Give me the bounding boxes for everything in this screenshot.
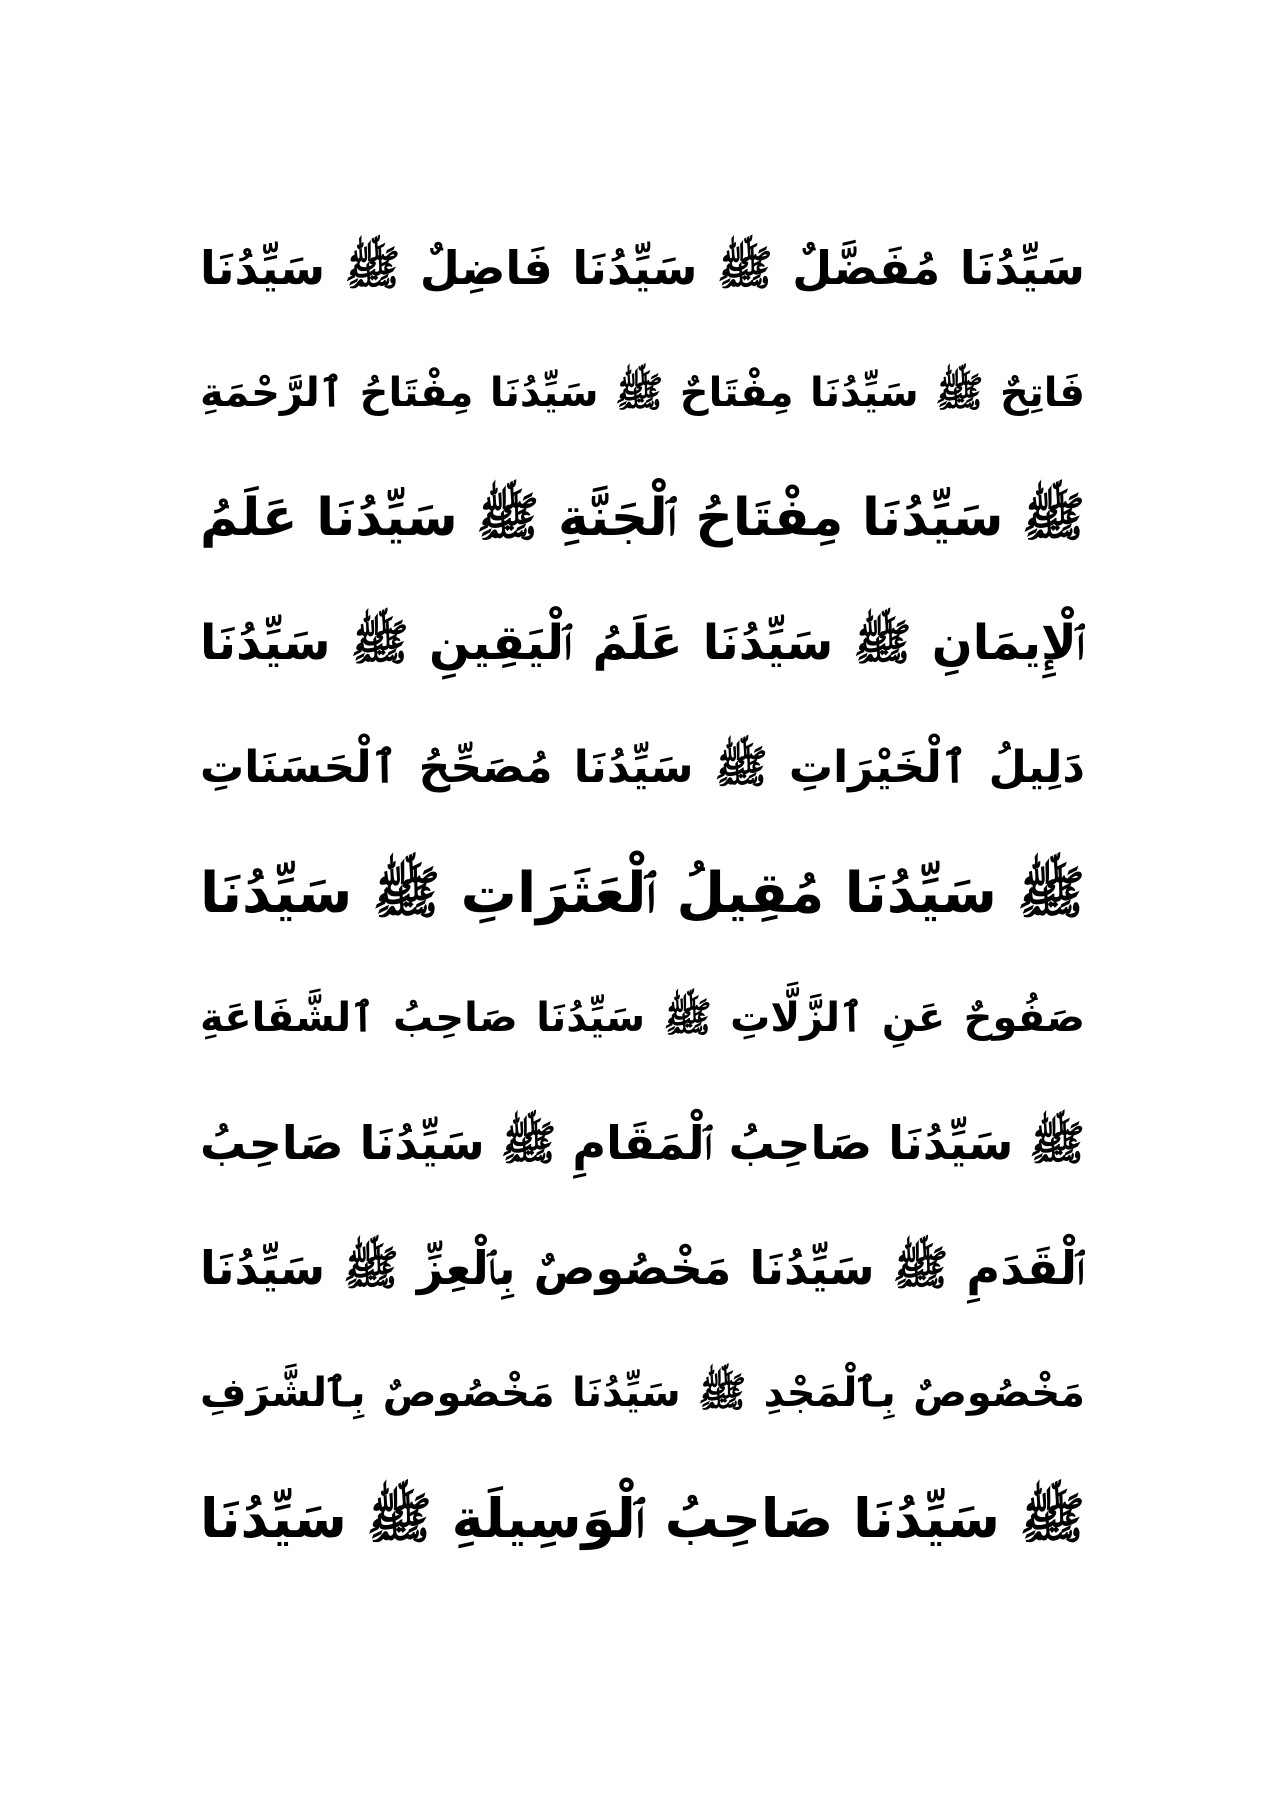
text-line-10: مَخْصُوصٌ بِٱلْمَجْدِ ﷺ سَيِّدُنَا مَخْصُوصٌ بِٱلشَّرَفِ: [200, 1369, 1085, 1416]
text-line-5: دَلِيلُ ٱلْخَيْرَاتِ ﷺ سَيِّدُنَا مُصَحِّحُ ٱلْحَسَنَاتِ: [200, 742, 1085, 793]
text-line-11: ﷺ سَيِّدُنَا صَاحِبُ ٱلْوَسِيلَةِ ﷺ سَيِّدُنَا: [200, 1486, 1085, 1550]
text-line-3: ﷺ سَيِّدُنَا مِفْتَاحُ ٱلْجَنَّةِ ﷺ سَيِّدُنَا عَلَمُ: [200, 487, 1085, 548]
text-line-7: صَفُوحٌ عَنِ ٱلزَّلَّاتِ ﷺ سَيِّدُنَا صَاحِبُ ٱلشَّفَاعَةِ: [200, 994, 1085, 1041]
calligraphy-text-block: [200, 218, 1085, 1593]
text-line-4: ٱلْإِيمَانِ ﷺ سَيِّدُنَا عَلَمُ ٱلْيَقِينِ ﷺ سَيِّدُنَا: [200, 615, 1085, 671]
text-line-6: ﷺ سَيِّدُنَا مُقِيلُ ٱلْعَثَرَاتِ ﷺ سَيِّدُنَا: [200, 860, 1085, 926]
text-line-8: ﷺ سَيِّدُنَا صَاحِبُ ٱلْمَقَامِ ﷺ سَيِّدُنَا صَاحِبُ: [200, 1116, 1085, 1170]
text-line-2: فَاتِحٌ ﷺ سَيِّدُنَا مِفْتَاحٌ ﷺ سَيِّدُنَا مِفْتَاحُ ٱلرَّحْمَةِ: [200, 369, 1085, 416]
text-line-9: ٱلْقَدَمِ ﷺ سَيِّدُنَا مَخْصُوصٌ بِٱلْعِزِّ ﷺ سَيِّدُنَا: [200, 1241, 1085, 1295]
text-line-1: سَيِّدُنَا مُفَضَّلٌ ﷺ سَيِّدُنَا فَاضِلٌ ﷺ سَيِّدُنَا: [200, 241, 1085, 295]
